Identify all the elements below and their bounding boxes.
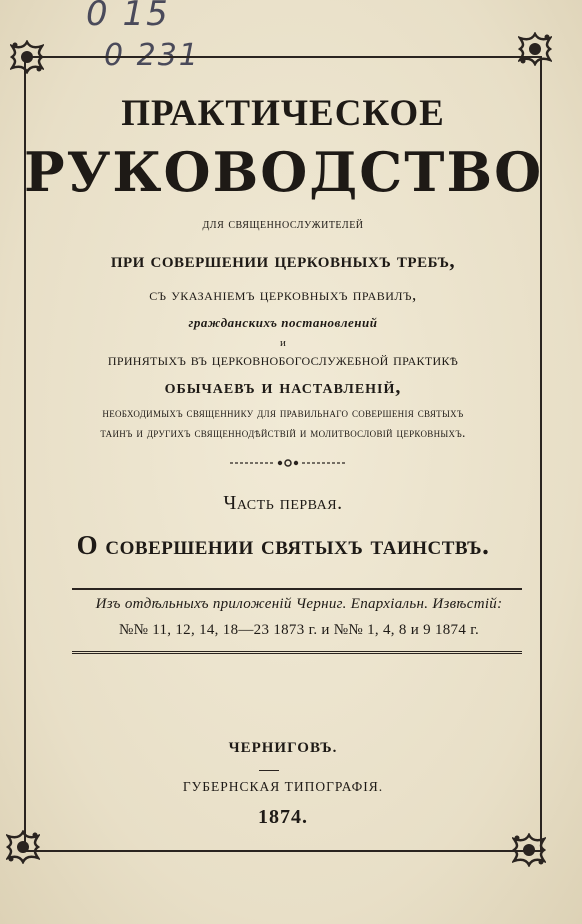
title-line-2: РУКОВОДСТВО: [24, 140, 544, 204]
corner-ornament-icon: [518, 32, 552, 66]
handwritten-mark-top: 0 15: [86, 0, 170, 34]
subtitle-line: принятыхъ въ церковнобогослужебной практикѣ: [107, 350, 459, 369]
divider-rule: [259, 770, 279, 771]
imprint-city: ЧЕРНИГОВЪ.: [228, 740, 338, 756]
subtitle-line: обычаевъ и наставленій,: [164, 376, 402, 398]
subtitle-line: съ указаніемъ церковныхъ правилъ,: [149, 285, 417, 304]
divider-rule: [72, 651, 522, 656]
corner-ornament-icon: [6, 830, 40, 864]
subtitle-line: при совершении церковныхъ требъ,: [110, 248, 456, 272]
divider-ornament-icon: [230, 458, 346, 468]
divider-rule: [72, 588, 522, 590]
handwritten-mark-second: 0 231: [104, 38, 200, 73]
title-line-1: ПРАКТИЧЕСКОЕ: [121, 93, 445, 134]
subtitle-line: для священнослужителей: [202, 216, 364, 232]
subtitle-line: гражданскихъ постановлений: [188, 315, 378, 330]
corner-ornament-icon: [10, 40, 44, 74]
subtitle-line: необходимыхъ священнику для правильнаго совершенія святыхъ: [102, 405, 464, 420]
subtitle-line: таинъ и другихъ священнодѣйствій и молитвословій церковныхъ.: [100, 425, 466, 440]
source-note: №№ 11, 12, 14, 18—23 1873 г. и №№ 1, 4, 8 и 9 1874 г.: [118, 622, 480, 638]
source-note: Изъ отдѣльныхъ приложеній Черниг. Епархіальн. Извѣстій:: [95, 596, 503, 612]
part-title: О совершении святыхъ таинствъ.: [76, 530, 490, 560]
corner-ornament-icon: [512, 833, 546, 867]
part-number: Часть первая.: [223, 492, 343, 514]
imprint-printer: ГУБЕРНСКАЯ ТИПОГРАФІЯ.: [182, 779, 384, 794]
imprint-year: 1874.: [258, 806, 308, 828]
subtitle-conjunction: и: [280, 337, 286, 349]
